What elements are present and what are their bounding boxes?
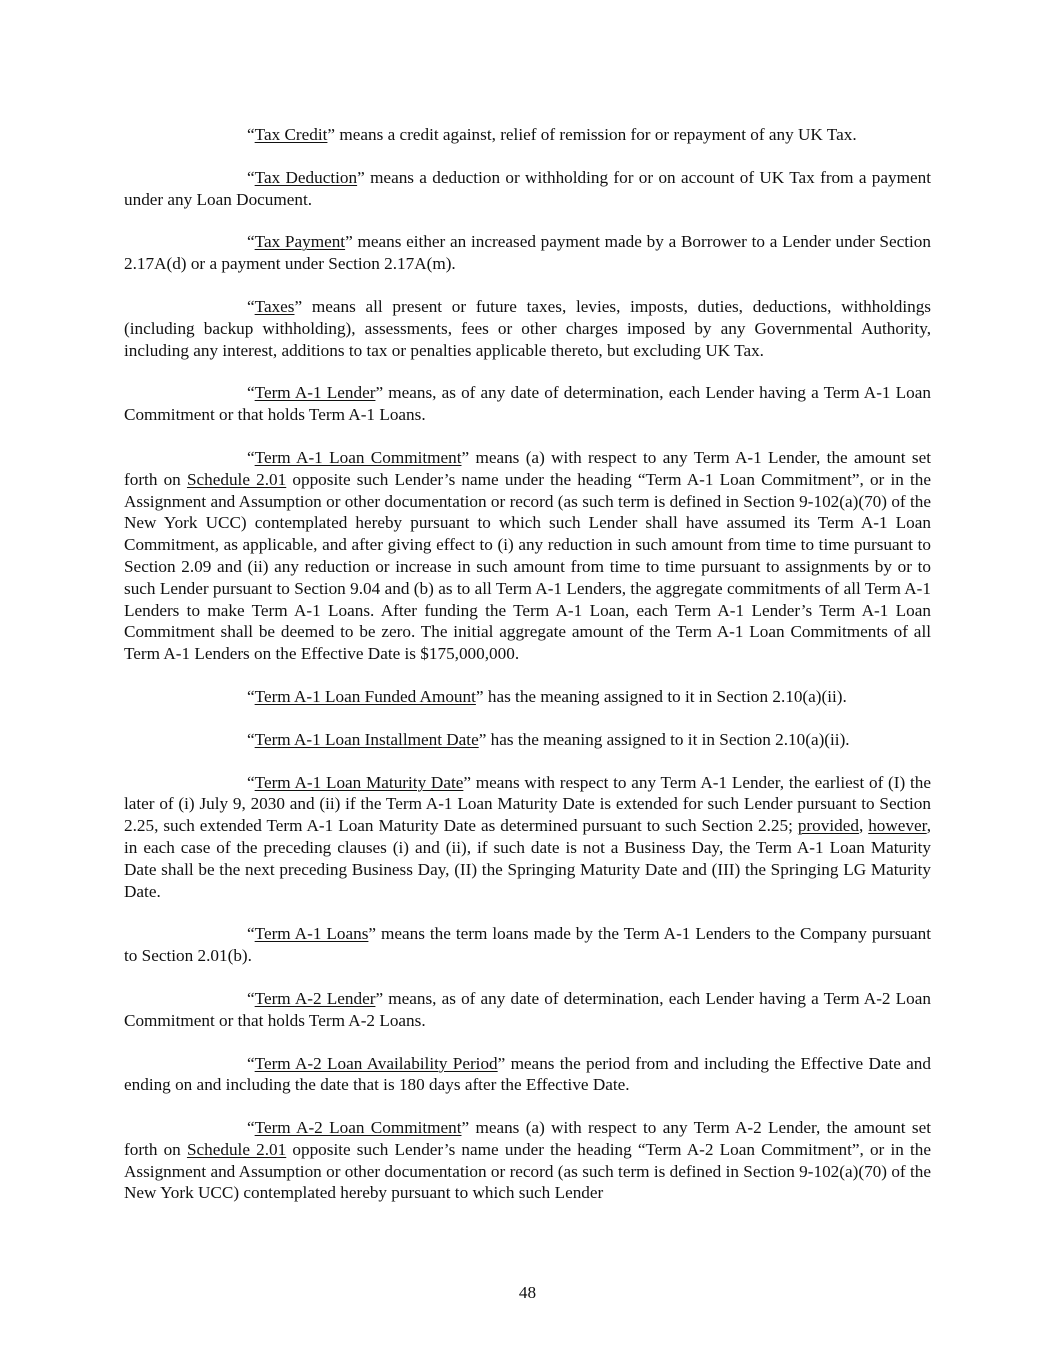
definition-text: means the period from and including the Effective Date and ending on and including the date that is 180 days after the Effective Date. xyxy=(124,1053,931,1095)
close-quote: ” xyxy=(497,1053,506,1073)
defined-term: Term A-1 Loan Commitment xyxy=(254,447,462,467)
definition-term-a1-loan-installment-date xyxy=(124,729,931,751)
schedule-reference: Schedule 2.01 xyxy=(186,1139,287,1159)
close-quote: ” xyxy=(368,924,377,944)
open-quote: “ xyxy=(247,125,255,144)
defined-term: Term A-2 Lender xyxy=(254,988,376,1008)
defined-term: Tax Deduction xyxy=(254,167,358,187)
definition-text: means (a) with respect to any Term A-1 Lender, the amount set forth on xyxy=(124,447,931,489)
open-quote: “ xyxy=(247,383,255,403)
open-quote: “ xyxy=(247,1053,255,1073)
definition-text: means with respect to any Term A-1 Lender, the earliest of (I) the later of (i) July 9, 2030 and (ii) if the Term A-1 Loan Maturity Date is extended for such Lender pursuant to Section 2.25, such extended Term A-1 Loan Maturity Date as determined pursuant to such Section 2.25; xyxy=(124,772,931,836)
definition-text: means (a) with respect to any Term A-2 Lender, the amount set forth on xyxy=(124,1118,931,1159)
open-quote: “ xyxy=(247,988,255,1008)
open-quote: “ xyxy=(247,296,255,316)
defined-term: Term A-1 Lender xyxy=(254,383,376,403)
definition-term-a1-loans xyxy=(124,923,931,967)
open-quote: “ xyxy=(247,1118,255,1138)
definition-text: means the term loans made by the Term A-1 Lenders to the Company pursuant to Section 2.01(b). xyxy=(124,924,932,966)
definition-tax-payment xyxy=(124,231,931,275)
proviso-however: however xyxy=(868,816,927,836)
close-quote: ” xyxy=(475,686,484,706)
close-quote: ” xyxy=(294,296,303,316)
close-quote: ” xyxy=(345,232,353,252)
definition-text-continued: , in each case of the preceding clauses (i) and (ii), if such date is not a Business Day, the Term A-1 Loan Maturity Date shall be the next preceding Business Day, (II) the Springing Maturity Date and (III) the Springing LG Maturity Date. xyxy=(124,816,931,901)
close-quote: ” xyxy=(478,729,487,749)
definition-text: means all present or future taxes, levies, imposts, duties, deductions, withholdings (including backup withholding), assessments, fees or other charges imposed by any Governmental Authority, including any interest, additions to tax or penalties applicable thereto, but excluding UK Tax. xyxy=(124,296,931,360)
definition-text-continued: opposite such Lender’s name under the heading “Term A-1 Loan Commitment”, or in the Assignment and Assumption or other documentation or record (as such term is defined in Section 9-102(a)(70) of the New York UCC) contemplated hereby pursuant to which such Lender shall have assumed its Term A-1 Loan Commitment, as applicable, and after giving effect to (i) any reduction in such amount from time to time pursuant to Section 2.09 and (ii) any reduction or increase in such amount from time to time pursuant to assignments by or to such Lender pursuant to Section 9.04 and (b) as to all Term A-1 Lenders, the aggregate commitments of all Term A-1 Lenders to make Term A-1 Loans. After funding the Term A-1 Loan, each Term A-1 Lender’s Term A-1 Loan Commitment shall be deemed to be zero. The initial aggregate amount of the Term A-1 Loan Commitments of all Term A-1 Lenders on the Effective Date is $175,000,000. xyxy=(124,469,931,664)
defined-term: Tax Payment xyxy=(254,232,346,252)
defined-term: Taxes xyxy=(254,296,295,316)
open-quote: “ xyxy=(247,447,255,467)
definition-term-a1-loan-funded-amount xyxy=(124,686,931,708)
definition-text: means a deduction or withholding for or on account of UK Tax from a payment under any Loan Document. xyxy=(124,167,931,209)
close-quote: ” xyxy=(461,447,470,467)
open-quote: “ xyxy=(247,924,255,944)
definition-term-a1-lender xyxy=(124,382,931,426)
definition-term-a1-loan-commitment xyxy=(124,447,931,665)
defined-term: Term A-2 Loan Availability Period xyxy=(254,1053,498,1073)
definition-tax-credit xyxy=(124,124,931,146)
document-body xyxy=(124,124,931,1225)
defined-term: Term A-1 Loan Installment Date xyxy=(254,729,479,749)
proviso-provided: provided xyxy=(797,816,859,836)
defined-term: Term A-1 Loan Funded Amount xyxy=(254,686,476,706)
defined-term: Term A-2 Loan Commitment xyxy=(254,1118,462,1138)
open-quote: “ xyxy=(247,232,255,252)
definition-term-a2-lender xyxy=(124,988,931,1032)
definition-text: has the meaning assigned to it in Section 2.10(a)(ii). xyxy=(486,729,850,749)
definition-taxes xyxy=(124,296,931,361)
definition-text: means, as of any date of determination, each Lender having a Term A-1 Loan Commitment or that holds Term A-1 Loans. xyxy=(124,383,932,425)
definition-term-a2-loan-availability-period xyxy=(124,1053,931,1097)
definition-text: means either an increased payment made by a Borrower to a Lender under Section 2.17A(d) or a payment under Section 2.17A(m). xyxy=(124,232,931,274)
definition-text-continued: opposite such Lender’s name under the heading “Term A-2 Loan Commitment”, or in the Assignment and Assumption or other documentation or record (as such term is defined in Section 9-102(a)(70) of the New York UCC) contemplated hereby pursuant to which such Lender xyxy=(124,1139,931,1203)
schedule-reference: Schedule 2.01 xyxy=(186,469,287,489)
close-quote: ” xyxy=(375,383,384,403)
close-quote: ” xyxy=(357,167,365,187)
definition-text: has the meaning assigned to it in Section 2.10(a)(ii). xyxy=(483,686,847,706)
page-number: 48 xyxy=(518,1283,537,1302)
definition-tax-deduction xyxy=(124,167,931,211)
close-quote: ” xyxy=(327,125,336,144)
definition-term-a2-loan-commitment xyxy=(124,1117,931,1204)
open-quote: “ xyxy=(247,167,255,187)
defined-term: Term A-1 Loan Maturity Date xyxy=(254,772,464,792)
close-quote: ” xyxy=(461,1118,470,1138)
definition-text: means, as of any date of determination, each Lender having a Term A-2 Loan Commitment or that holds Term A-2 Loans. xyxy=(124,988,932,1030)
definition-term-a1-loan-maturity-date xyxy=(124,772,931,903)
open-quote: “ xyxy=(247,686,255,706)
open-quote: “ xyxy=(247,729,255,749)
close-quote: ” xyxy=(463,772,471,792)
close-quote: ” xyxy=(375,988,384,1008)
proviso-separator: , xyxy=(858,816,869,836)
open-quote: “ xyxy=(247,772,255,792)
defined-term: Term A-1 Loans xyxy=(254,924,369,944)
definition-text: means a credit against, relief of remission for or repayment of any UK Tax. xyxy=(335,125,857,144)
defined-term: Tax Credit xyxy=(254,125,328,144)
